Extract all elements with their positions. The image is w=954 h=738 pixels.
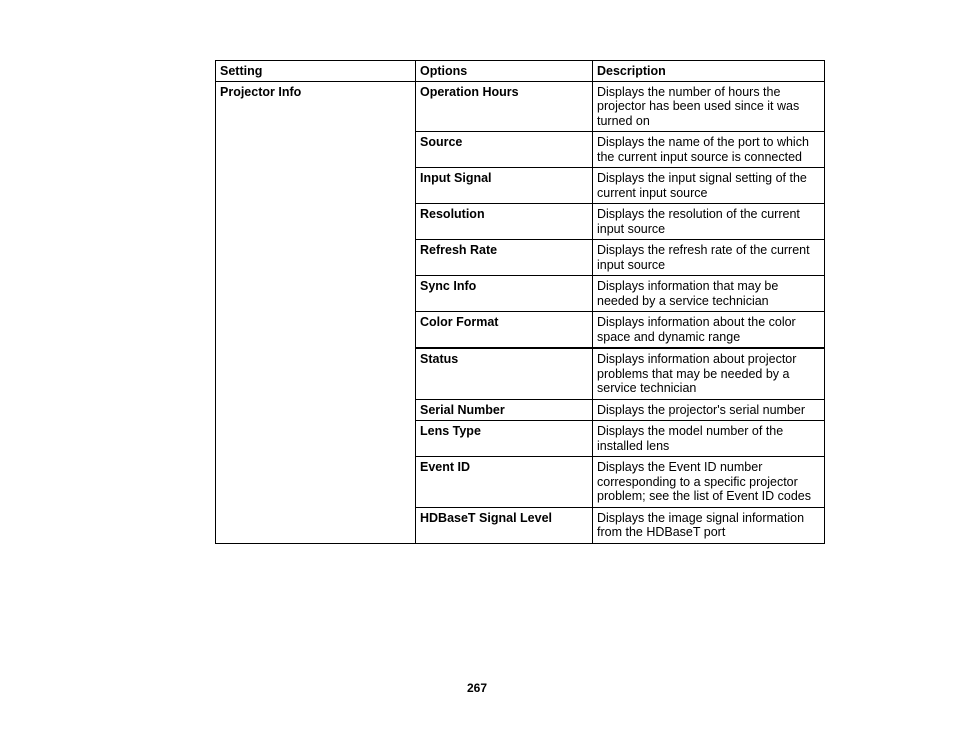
option-cell: Color Format xyxy=(416,312,593,349)
setting-cell: Projector Info xyxy=(216,81,416,543)
description-cell: Displays information about the color space and dynamic range xyxy=(593,312,825,349)
option-cell: Event ID xyxy=(416,457,593,508)
option-cell: Source xyxy=(416,132,593,168)
table-row xyxy=(216,81,825,132)
option-cell: Sync Info xyxy=(416,276,593,312)
description-cell: Displays the Event ID number corresponding to a specific projector problem; see the list of Event ID codes xyxy=(593,457,825,508)
description-cell: Displays information about projector problems that may be needed by a service technician xyxy=(593,348,825,399)
option-cell: Refresh Rate xyxy=(416,240,593,276)
description-cell: Displays the resolution of the current input source xyxy=(593,204,825,240)
description-cell: Displays the input signal setting of the current input source xyxy=(593,168,825,204)
description-cell: Displays the model number of the installed lens xyxy=(593,421,825,457)
header-setting: Setting xyxy=(216,61,416,82)
description-cell: Displays the image signal information from the HDBaseT port xyxy=(593,507,825,543)
option-cell: Input Signal xyxy=(416,168,593,204)
settings-table xyxy=(215,60,825,544)
description-cell: Displays the refresh rate of the current input source xyxy=(593,240,825,276)
description-cell: Displays the number of hours the projector has been used since it was turned on xyxy=(593,81,825,132)
description-cell: Displays the name of the port to which the current input source is connected xyxy=(593,132,825,168)
description-cell: Displays the projector's serial number xyxy=(593,399,825,421)
table-header-row xyxy=(216,61,825,82)
description-cell: Displays information that may be needed by a service technician xyxy=(593,276,825,312)
option-cell: HDBaseT Signal Level xyxy=(416,507,593,543)
option-cell: Status xyxy=(416,348,593,399)
header-description: Description xyxy=(593,61,825,82)
page-number: 267 xyxy=(466,681,488,695)
option-cell: Serial Number xyxy=(416,399,593,421)
option-cell: Lens Type xyxy=(416,421,593,457)
header-options: Options xyxy=(416,61,593,82)
option-cell: Operation Hours xyxy=(416,81,593,132)
option-cell: Resolution xyxy=(416,204,593,240)
